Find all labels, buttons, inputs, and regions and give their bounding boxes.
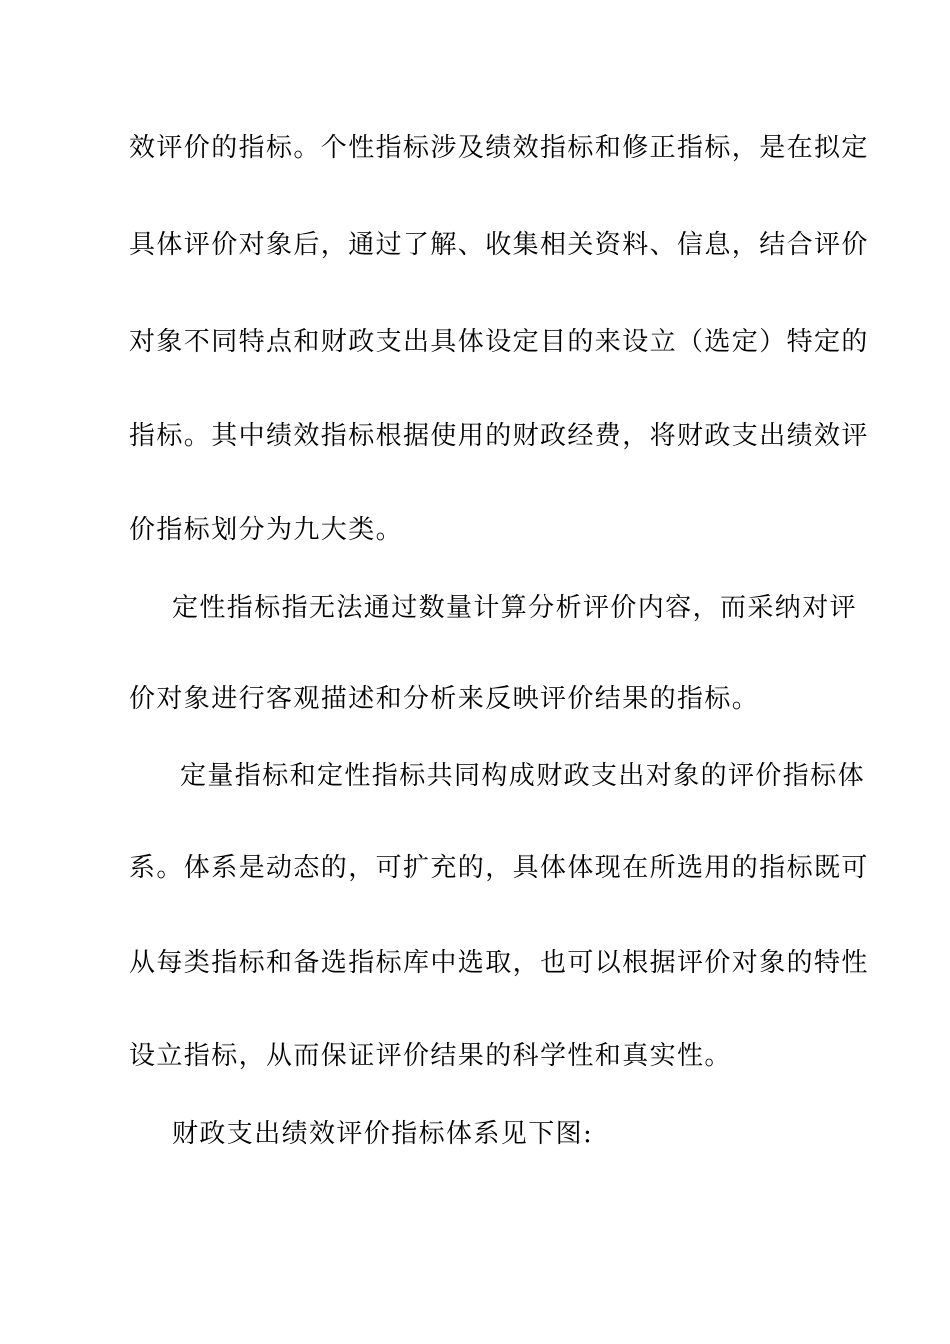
paragraph-line-8: 定量指标和定性指标共同构成财政支出对象的评价指标体 xyxy=(180,761,866,791)
paragraph-line-10: 从每类指标和备选指标库中选取，也可以根据评价对象的特性 xyxy=(129,948,869,978)
paragraph-line-6: 定性指标指无法通过数量计算分析评价内容，而采纳对评 xyxy=(172,593,858,623)
paragraph-line-3: 对象不同特点和财政支出具体设定目的来设立（选定）特定的 xyxy=(129,327,869,357)
paragraph-line-11: 设立指标，从而保证评价结果的科学性和真实性。 xyxy=(129,1041,732,1071)
paragraph-line-7: 价对象进行客观描述和分析来反映评价结果的指标。 xyxy=(129,684,760,714)
paragraph-line-2: 具体评价对象后，通过了解、收集相关资料、信息，结合评价 xyxy=(129,230,869,260)
paragraph-line-1: 效评价的指标。个性指标涉及绩效指标和修正指标，是在拟定 xyxy=(129,133,869,163)
paragraph-line-5: 价指标划分为九大类。 xyxy=(129,515,404,545)
paragraph-line-9: 系。体系是动态的，可扩充的，具体体现在所选用的指标既可 xyxy=(129,853,869,883)
paragraph-line-4: 指标。其中绩效指标根据使用的财政经费，将财政支出绩效评 xyxy=(129,421,869,451)
paragraph-line-12: 财政支出绩效评价指标体系见下图: xyxy=(172,1119,594,1149)
